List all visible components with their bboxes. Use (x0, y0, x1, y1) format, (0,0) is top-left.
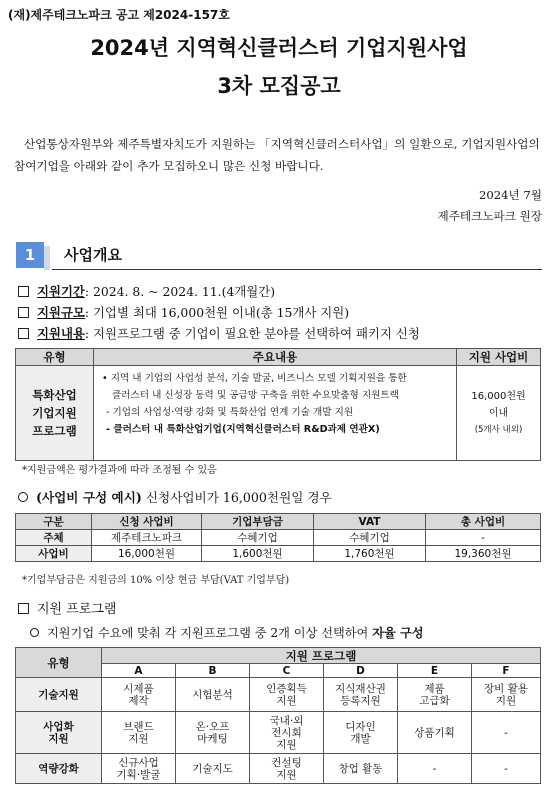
table-header: 구분 (16, 514, 92, 530)
cell-line: 지원 (276, 768, 297, 781)
table-cell: 16,000천원 (92, 546, 202, 562)
support-program-table (15, 647, 541, 784)
support-period-row (18, 282, 275, 300)
cell-line: - (432, 762, 437, 775)
table-cell: - (426, 530, 541, 546)
cell-line: 온·오프 (195, 720, 230, 733)
type-line: 프로그램 (32, 424, 77, 438)
table-row (16, 546, 541, 562)
table-cell (176, 678, 250, 712)
table-cell: 19,360천원 (426, 546, 541, 562)
cell-line: 인증획득 (266, 682, 307, 695)
type-line: 기술지원 (38, 688, 79, 701)
cell-line: 전시회 (271, 726, 302, 739)
support-period-label: 지원기간 (37, 284, 85, 299)
cell-line: 고급화 (419, 694, 450, 707)
table-cell: 수혜기업 (314, 530, 426, 546)
type-line: 기업지원 (32, 406, 77, 420)
cell-line: 지원 (128, 732, 149, 745)
cost-example-table (15, 513, 541, 562)
section-number: 1 (16, 242, 44, 268)
table-cell: 제주테크노파크 (92, 530, 202, 546)
program-title: 지원 프로그램 (37, 602, 117, 617)
type-cell (16, 366, 94, 461)
support-content-text: : 지원프로그램 중 기업이 필요한 분야를 선택하여 패키지 신청 (84, 326, 420, 341)
table-cell (250, 754, 324, 784)
cell-line: 개발 (350, 732, 371, 745)
type-line: 역량강화 (38, 762, 79, 775)
note-adjustment: *지원금액은 평가결과에 따라 조정될 수 있음 (22, 465, 217, 476)
page-subtitle: 3차 모집공고 (217, 74, 341, 98)
checkbox-icon (18, 603, 29, 614)
support-content-row (18, 324, 420, 342)
table-header: 신청 사업비 (92, 514, 202, 530)
amount-line: 16,000천원 (471, 390, 526, 402)
column-header: E (398, 664, 472, 678)
example-title: (사업비 구성 예시) (36, 490, 142, 505)
table-cell (176, 712, 250, 754)
type-line: 특화산업 (32, 388, 77, 402)
amount-cell (457, 366, 541, 461)
table-cell (472, 678, 541, 712)
cell-line: - (504, 762, 508, 775)
table-row (16, 712, 541, 754)
table-cell: 1,600천원 (202, 546, 314, 562)
cell-line: 창업 활동 (338, 762, 383, 775)
content-line: 클러스터 내 신성장 동력 및 공급망 구축을 위한 수요맞춤형 지원트랙 (112, 390, 399, 401)
table-cell (472, 712, 541, 754)
column-header: B (176, 664, 250, 678)
program-desc-bold: 자율 구성 (372, 626, 424, 640)
notice-number: (재)제주테크노파크 공고 제2024-157호 (8, 8, 230, 22)
table-header: 기업부담금 (202, 514, 314, 530)
table-header: 지원 사업비 (457, 349, 541, 366)
table-cell (102, 678, 176, 712)
content-line: - 클러스터 내 특화산업기업(지역혁신클러스터 R&D과제 연관X) (106, 424, 380, 435)
example-heading (18, 487, 332, 506)
table-cell (324, 678, 398, 712)
table-header: 유형 (16, 349, 94, 366)
cell-line: 장비 활용 (484, 682, 528, 695)
table-header: 지원 프로그램 (102, 648, 541, 664)
table-cell (176, 754, 250, 784)
support-content-label: 지원내용 (37, 326, 85, 341)
table-row (16, 754, 541, 784)
example-text: 신청사업비가 16,000천원일 경우 (145, 490, 332, 505)
cell-line: 지원 (495, 694, 517, 707)
cell-line: 지원 (276, 738, 297, 751)
cell-line: - (504, 726, 508, 739)
content-line: - 기업의 사업성·역량 강화 및 특화산업 연계 기술 개발 지원 (106, 407, 354, 418)
cell-line: 시제품 (123, 682, 154, 695)
table-row (16, 530, 541, 546)
cell-line: 컨설팅 (271, 756, 302, 769)
intro-paragraph: 산업통상자원부와 제주특별자치도가 지원하는 「지역혁신클러스터사업」의 일환으로, 기업지원사업의 참여기업을 아래와 같이 추가 모집하오니 많은 신청 바랍니다. (14, 137, 540, 173)
section-title: 사업개요 (64, 246, 122, 264)
cell-line: 시험분석 (192, 688, 233, 701)
program-overview-table (15, 348, 541, 461)
cell-line: 등록지원 (340, 694, 381, 707)
cell-line: 상품기획 (414, 726, 455, 739)
note-burden: *기업부담금은 지원금의 10% 이상 현금 부담(VAT 기업부담) (22, 575, 290, 586)
table-cell: 주체 (16, 530, 92, 546)
table-cell (472, 754, 541, 784)
content-cell (94, 366, 457, 461)
table-header: 유형 (16, 648, 102, 678)
table-cell: 사업비 (16, 546, 92, 562)
checkbox-icon (18, 307, 29, 318)
section-divider (52, 269, 542, 270)
table-cell (324, 754, 398, 784)
cell-line: 국내·외 (269, 714, 304, 727)
table-cell (398, 678, 472, 712)
checkbox-icon (18, 328, 29, 339)
row-type (16, 678, 102, 712)
cell-line: 기획·발굴 (116, 768, 161, 781)
table-cell (250, 712, 324, 754)
cell-line: 지식재산권 (335, 682, 386, 695)
table-header: 주요내용 (94, 349, 457, 366)
circle-bullet-icon (18, 492, 28, 502)
column-header: F (472, 664, 541, 678)
cell-line: 제작 (128, 694, 149, 707)
cell-line: 제품 (424, 682, 445, 695)
type-line: 지원 (48, 732, 69, 745)
checkbox-icon (18, 286, 29, 297)
section-accent (44, 246, 50, 270)
row-type (16, 712, 102, 754)
table-cell (398, 712, 472, 754)
table-cell (102, 712, 176, 754)
table-cell (250, 678, 324, 712)
cell-line: 디자인 (345, 720, 376, 733)
table-cell (398, 754, 472, 784)
amount-line: (5개사 내외) (474, 424, 523, 435)
support-scale-label: 지원규모 (37, 305, 85, 320)
table-cell: 1,760천원 (314, 546, 426, 562)
table-cell (102, 754, 176, 784)
column-header: D (324, 664, 398, 678)
cell-line: 지원 (276, 694, 297, 707)
cell-line: 브랜드 (123, 720, 154, 733)
notice-date: 2024년 7월 (479, 188, 542, 202)
table-cell (324, 712, 398, 754)
cell-line: 신규사업 (118, 756, 159, 769)
table-cell: 수혜기업 (202, 530, 314, 546)
circle-bullet-icon (30, 628, 39, 637)
program-heading (18, 598, 116, 617)
type-line: 사업화 (43, 720, 74, 733)
cell-line: 기술지도 (192, 762, 233, 775)
support-scale-row (18, 303, 349, 321)
support-period-text: : 2024. 8. ~ 2024. 11.(4개월간) (84, 284, 276, 299)
program-desc-text: 지원기업 수요에 맞춰 각 지원프로그램 중 2개 이상 선택하여 (47, 626, 369, 640)
issuer: 제주테크노파크 원장 (437, 209, 542, 223)
content-line: • 지역 내 기업의 사업성 분석, 기술 발굴, 비즈니스 모델 기획지원을 통한 (102, 373, 407, 384)
table-header: VAT (314, 514, 426, 530)
amount-line: 이내 (488, 407, 509, 419)
table-header: 총 사업비 (426, 514, 541, 530)
row-type (16, 754, 102, 784)
table-row (16, 678, 541, 712)
support-scale-text: : 기업별 최대 16,000천원 이내(총 15개사 지원) (84, 305, 350, 320)
column-header: A (102, 664, 176, 678)
program-desc (30, 624, 424, 641)
cell-line: 마케팅 (197, 732, 228, 745)
page-title: 2024년 지역혁신클러스터 기업지원사업 (90, 36, 468, 60)
column-header: C (250, 664, 324, 678)
